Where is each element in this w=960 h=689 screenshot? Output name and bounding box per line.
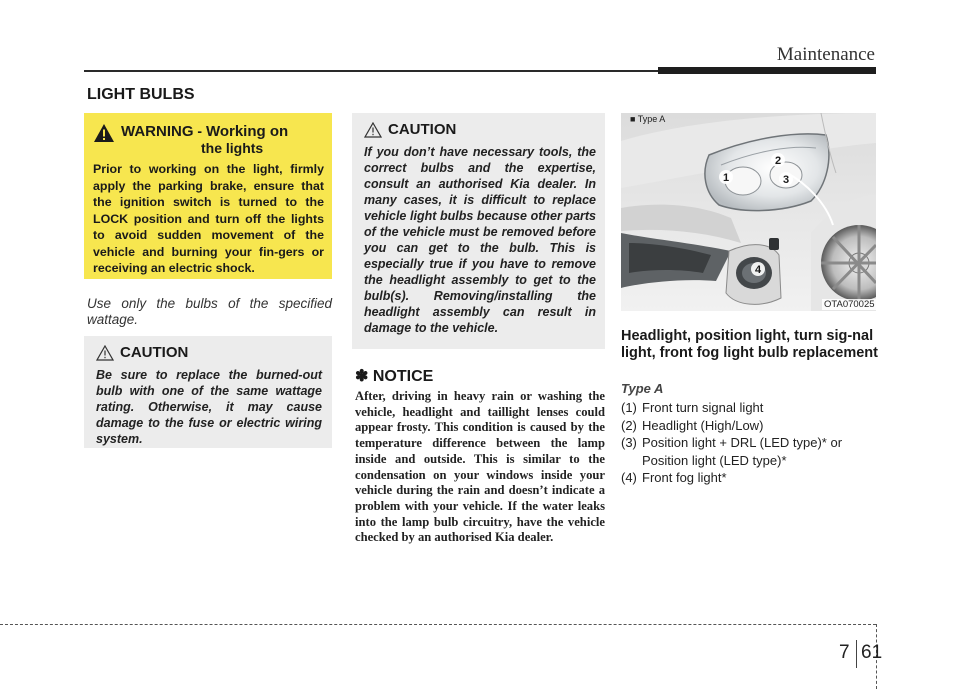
notice-title: ✽ NOTICE <box>355 368 434 385</box>
footer-rule <box>0 624 876 625</box>
footer-separator <box>856 640 857 668</box>
svg-text:1: 1 <box>722 172 730 184</box>
caution-title: CAUTION <box>120 344 189 361</box>
warning-body: Prior to working on the light, firmly apply the parking brake, ensure that the ignition switch is turned to the LOCK position and turn off the lights to avoid sudden movement of the vehicle and burning your fin-gers or receiving an electric shock. <box>93 162 324 275</box>
figure-type-label: ■ Type A <box>630 114 666 124</box>
section-title: LIGHT BULBS <box>87 86 195 103</box>
list-item: (1) Front turn signal light <box>621 400 764 415</box>
caution-body: Be sure to replace the burned-out bulb with one of the same wattage rating. Otherwise, it may cause damage to the fuse or electric wiring system. <box>96 368 322 446</box>
bulb-list <box>621 399 879 487</box>
header-rule <box>84 70 658 72</box>
notice-body: After, driving in heavy rain or washing the vehicle, headlight and taillight lenses could appear frosty. This condition is caused by the temperature difference between the lamp inside and outside. This is similar to the condensation on your windows inside your vehicle during the rain and doesn’t indicate a problem with your vehicle. If the water leaks into the lamp bulb circuitry, have the vehicle checked by an authorised Kia dealer. <box>355 389 605 545</box>
header-title: Maintenance <box>776 44 875 65</box>
type-label: Type A <box>621 381 664 396</box>
caution-body: If you don’t have necessary tools, the correct bulbs and the expertise, consult an authorised Kia dealer. In many cases, it is difficult to replace vehicle light bulbs because other parts of the vehicle must be removed before you can get to the bulb. This is especially true if you have to remove the headlight assembly to get to the bulb(s). Removing/installing the headlight assembly can result in damage to the vehicle. <box>364 145 596 335</box>
svg-text:4: 4 <box>754 264 762 276</box>
page-number: 61 <box>861 642 883 663</box>
svg-text:2: 2 <box>774 155 782 167</box>
list-item: (4) Front fog light* <box>621 470 727 485</box>
callout-3 <box>779 172 793 186</box>
intro-text: Use only the bulbs of the specified wattage. <box>87 296 332 327</box>
svg-text:3: 3 <box>782 174 790 186</box>
warning-triangle-icon <box>93 123 115 143</box>
callout-2 <box>771 153 785 167</box>
caution-title: CAUTION <box>388 121 457 138</box>
warning-box <box>84 113 332 279</box>
replacement-heading: Headlight, position light, turn sig-nal light, front fog light bulb replacement <box>621 328 878 361</box>
caution-triangle-icon <box>364 122 382 138</box>
callout-1 <box>719 170 733 184</box>
caution-box-tools <box>352 113 605 349</box>
list-item: (2) Headlight (High/Low) <box>621 417 764 433</box>
caution-triangle-icon <box>96 345 114 361</box>
figure-code: OTA070025 <box>824 299 875 310</box>
warning-title: WARNING - Working on the lights <box>121 123 289 156</box>
list-item: (3) Position light + DRL (LED type)* or Position light (LED type)* <box>621 435 843 468</box>
callout-4 <box>751 262 765 276</box>
chapter-number: 7 <box>839 642 850 663</box>
header-bar <box>658 67 876 74</box>
headlight-photo <box>621 113 876 311</box>
caution-box-bulb-wattage <box>84 336 332 448</box>
